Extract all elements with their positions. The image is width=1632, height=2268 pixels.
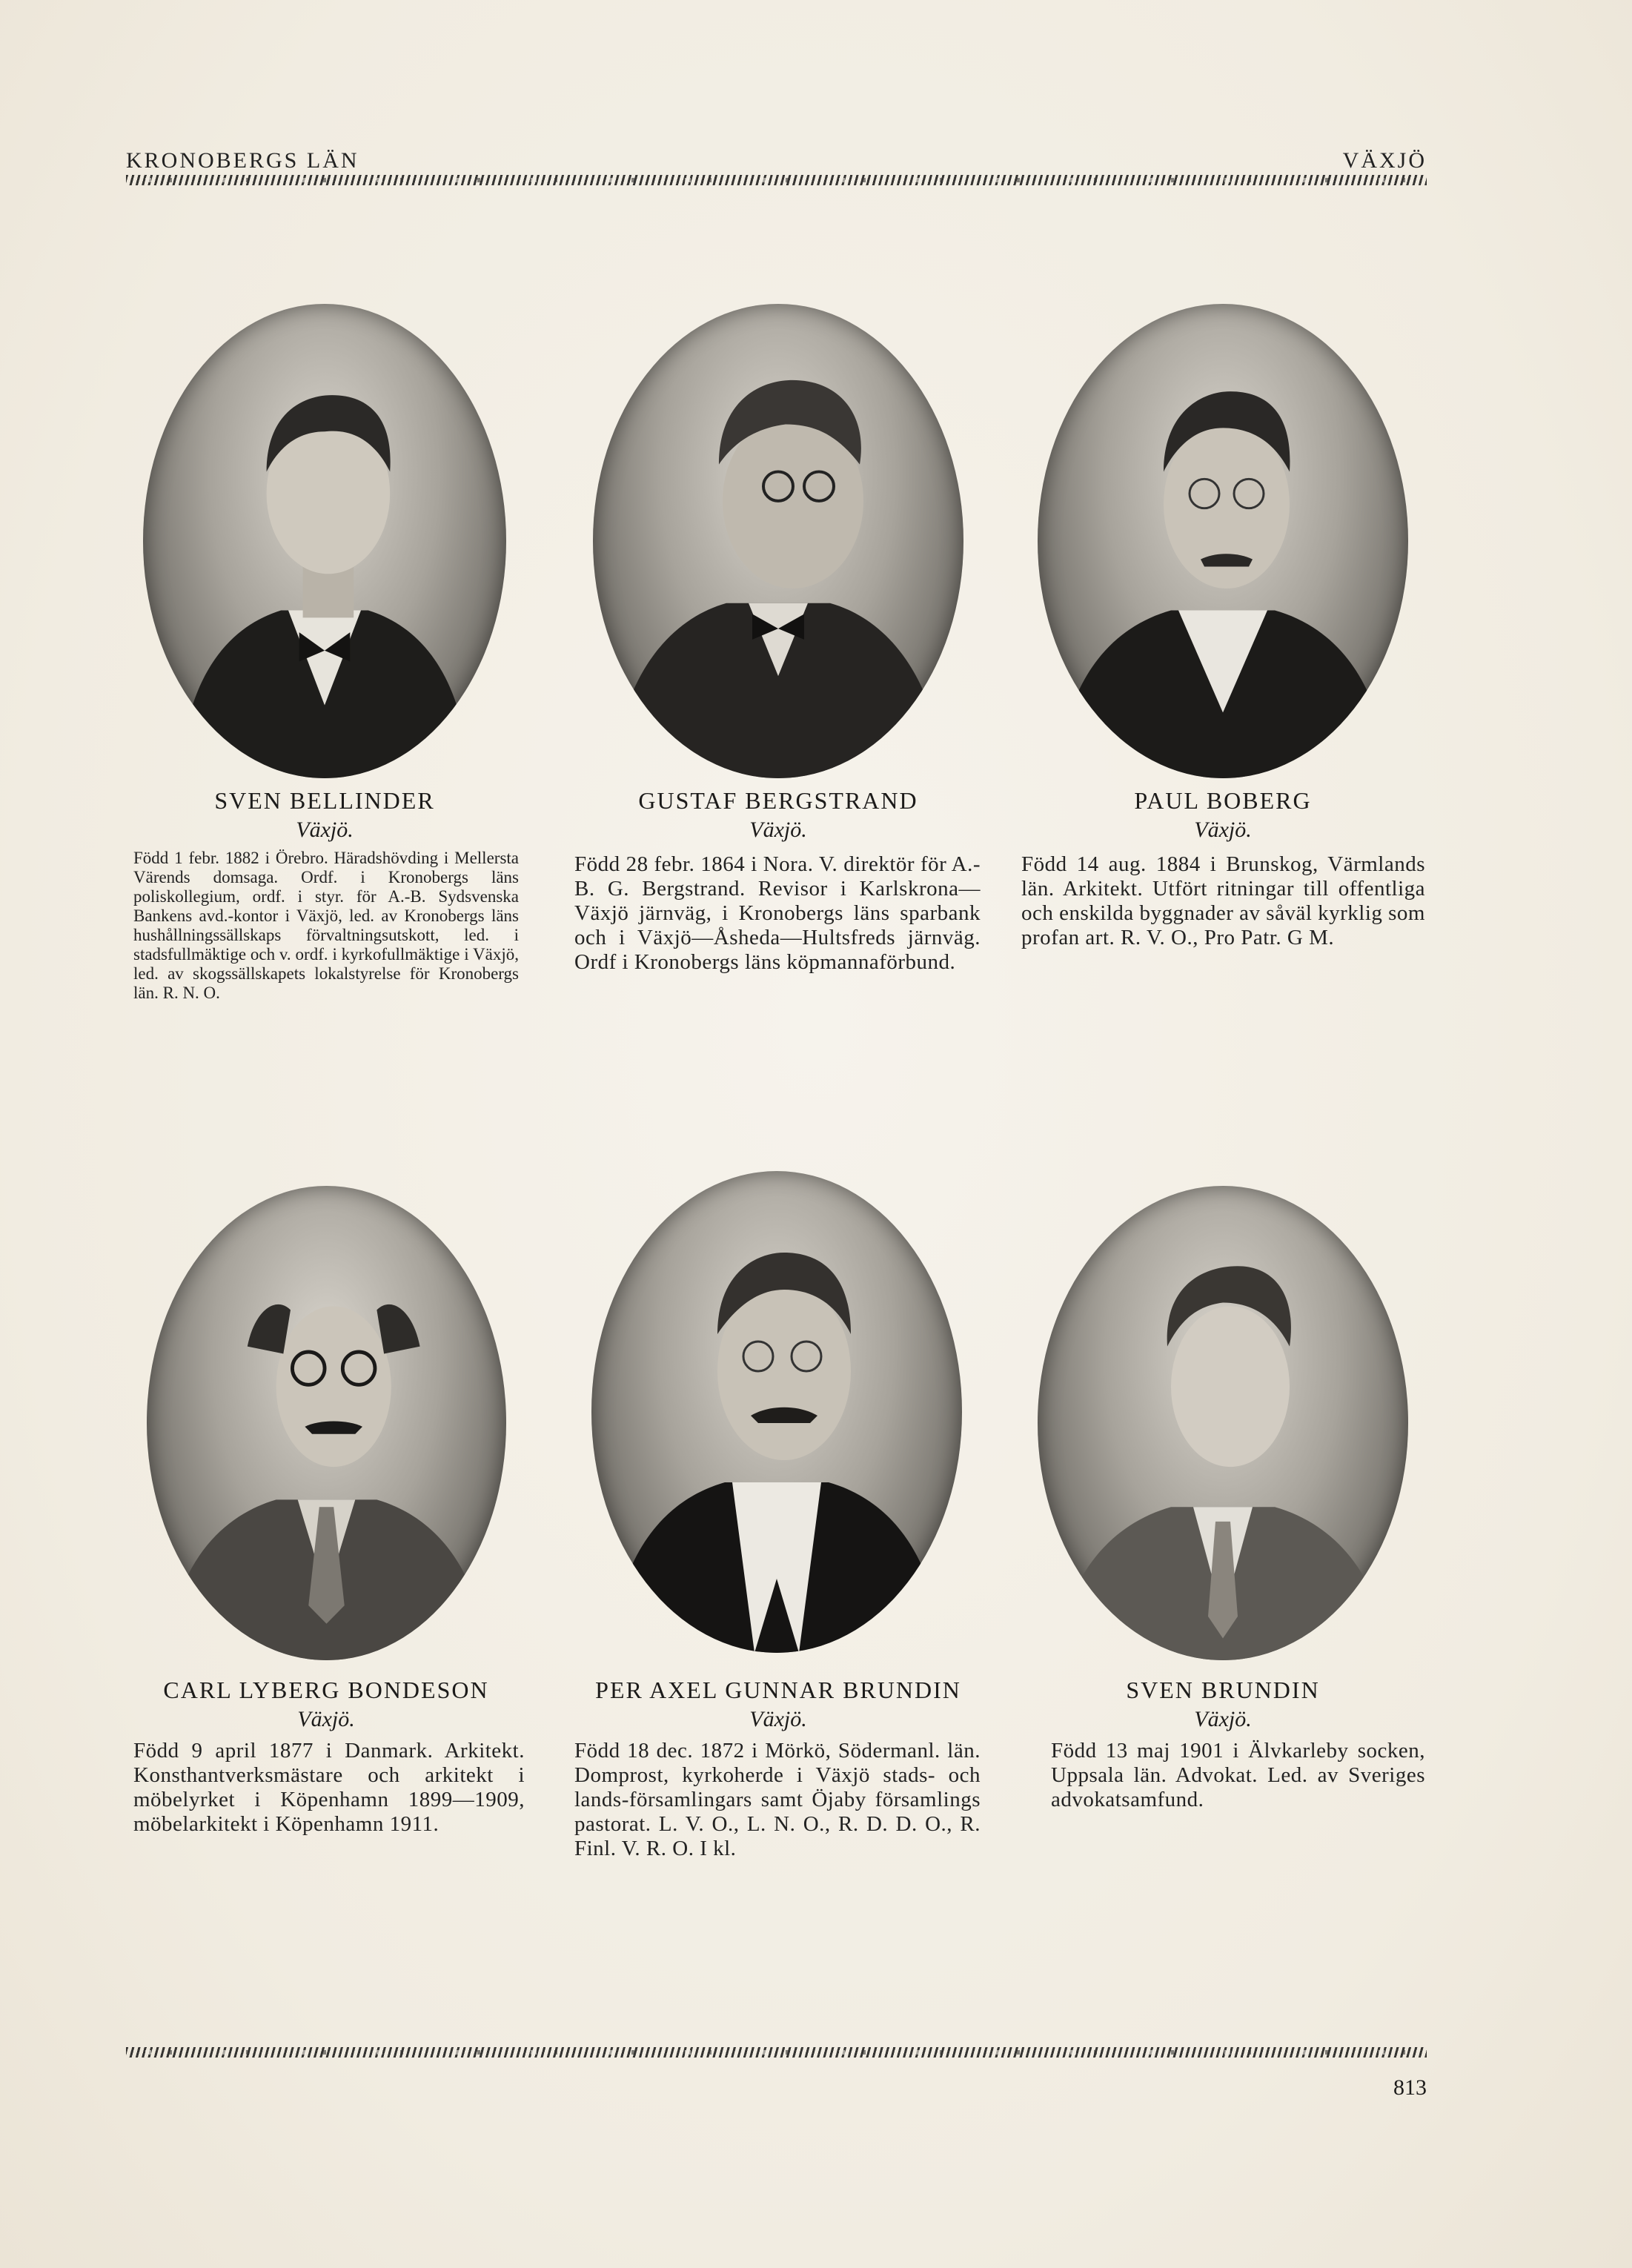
header-city: VÄXJÖ: [1342, 148, 1427, 173]
bottom-ornamental-border: [126, 2047, 1427, 2058]
person-place: Växjö.: [1194, 818, 1252, 842]
person-name: PAUL BOBERG: [1134, 787, 1312, 814]
top-ornamental-border: [126, 175, 1427, 185]
person-caption: [1038, 786, 1408, 845]
person-caption: [143, 786, 506, 845]
person-name: SVEN BELLINDER: [214, 787, 435, 814]
person-caption: [593, 786, 963, 845]
person-place: Växjö.: [297, 1707, 355, 1731]
person-biography: Född 18 dec. 1872 i Mörkö, Södermanl. län. Domprost, kyrkoherde i Växjö stads- och lands-församlingars samt Öjaby församlings pastorat. L. V. O., L. N. O., R. D. D. O., R. Finl. V. R. O. I kl.: [574, 1739, 981, 1860]
page-number: 813: [1393, 2075, 1427, 2100]
person-name: SVEN BRUNDIN: [1126, 1677, 1320, 1703]
person-biography: Född 28 febr. 1864 i Nora. V. direktör för A.-B. G. Bergstrand. Revisor i Karlskrona—Växjö järnväg, i Kronobergs läns sparbank och i Växjö—Åsheda—Hultsfreds järnväg. Ordf i Kronobergs läns köpmannaförbund.: [574, 852, 981, 974]
person-place: Växjö.: [1194, 1707, 1252, 1731]
header-region: KRONOBERGS LÄN: [126, 148, 359, 173]
person-place: Växjö.: [749, 818, 807, 842]
person-biography: Född 1 febr. 1882 i Örebro. Häradshövding i Mellersta Värends domsaga. Ordf. i Kronobergs läns poliskollegium, ordf. i styr. för A.-B. Sydsvenska Bankens avd.-kontor i Växjö, led. av Kronobergs läns hushållningssällskaps förvaltningsutskott, led. i stadsfullmäktige och v. ordf. i kyrkofullmäktige i Växjö, led. av skogssällskapets lokalstyrelse för Kronobergs län. R. N. O.: [133, 849, 519, 1002]
person-biography: Född 13 maj 1901 i Älvkarleby socken, Uppsala län. Advokat. Led. av Sveriges advokatsamfund.: [1051, 1739, 1425, 1811]
person-caption: [126, 1675, 526, 1734]
person-place: Växjö.: [749, 1707, 807, 1731]
person-name: CARL LYBERG BONDESON: [163, 1677, 489, 1703]
person-biography: Född 14 aug. 1884 i Brunskog, Värmlands län. Arkitekt. Utfört ritningar till offentliga och enskilda byggnader av såväl kyrklig som profan art. R. V. O., Pro Patr. G M.: [1021, 852, 1425, 949]
person-caption: [571, 1675, 986, 1734]
person-place: Växjö.: [296, 818, 354, 842]
portrait-photo: [593, 304, 963, 778]
portrait-photo: [147, 1186, 506, 1660]
person-caption: [1038, 1675, 1408, 1734]
person-name: PER AXEL GUNNAR BRUNDIN: [595, 1677, 961, 1703]
portrait-photo: [591, 1171, 962, 1653]
portrait-photo: [1038, 304, 1408, 778]
person-name: GUSTAF BERGSTRAND: [638, 787, 918, 814]
portrait-photo: [1038, 1186, 1408, 1660]
portrait-photo: [143, 304, 506, 778]
person-biography: Född 9 april 1877 i Danmark. Arkitekt. Konsthantverksmästare och arkitekt i möbelyrket i Köpenhamn 1899—1909, möbelarkitekt i Köpenhamn 1911.: [133, 1739, 525, 1836]
